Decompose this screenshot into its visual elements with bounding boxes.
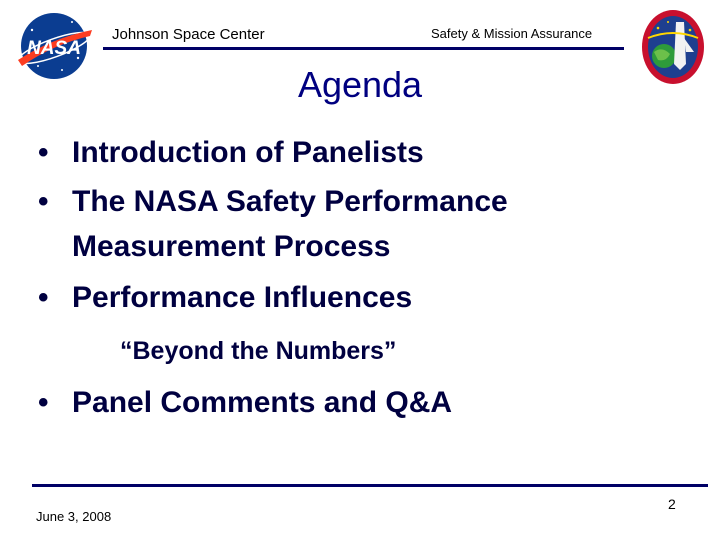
agenda-item-influences <box>38 280 412 316</box>
agenda-item-text-continuation: Measurement Process <box>72 230 391 263</box>
bullet-marker: • <box>38 136 49 169</box>
footer-divider <box>32 484 708 487</box>
agenda-item-text: Performance Influences <box>72 281 413 314</box>
bullet-marker: • <box>38 386 49 419</box>
agenda-item-introduction <box>38 135 424 171</box>
agenda-item-text: The NASA Safety Performance <box>72 185 508 218</box>
page-number: 2 <box>668 496 676 512</box>
bullet-marker: • <box>38 185 49 218</box>
agenda-item-text: Introduction of Panelists <box>72 136 424 169</box>
header-divider <box>103 47 624 50</box>
footer-date: June 3, 2008 <box>36 509 112 524</box>
agenda-subtitle-quote: “Beyond the Numbers” <box>120 337 397 365</box>
header-org-name: Johnson Space Center <box>112 26 265 43</box>
agenda-item-text: Panel Comments and Q&A <box>72 386 453 419</box>
slide-title: Agenda <box>297 64 423 105</box>
bullet-marker: • <box>38 281 49 314</box>
agenda-item-comments <box>38 385 452 421</box>
agenda-item-process <box>38 184 508 220</box>
header-department: Safety & Mission Assurance <box>431 26 593 41</box>
svg-text:NASA: NASA <box>27 38 81 59</box>
